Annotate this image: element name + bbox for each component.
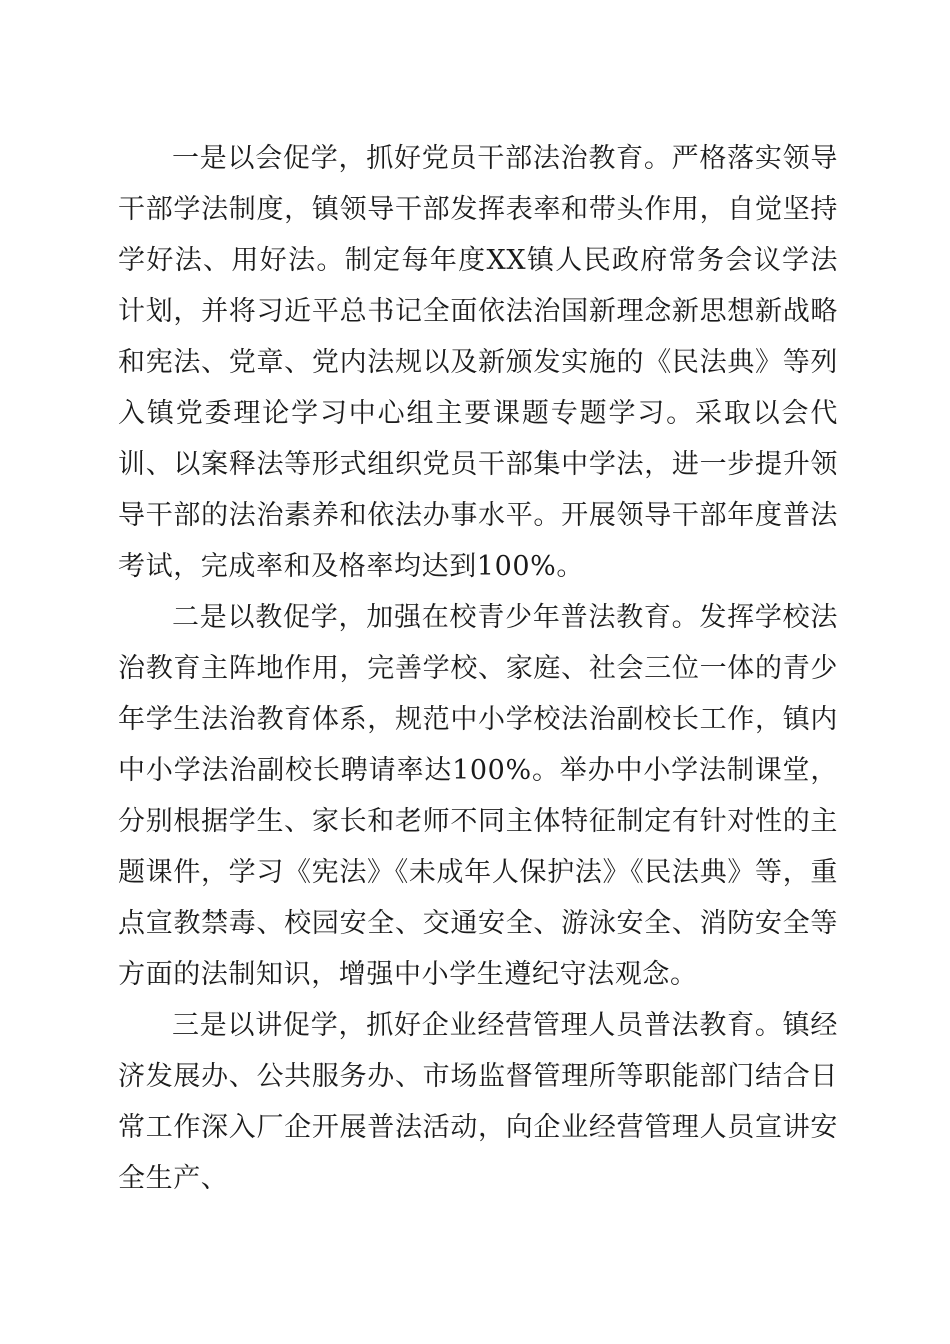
paragraph-3: 三是以讲促学，抓好企业经营管理人员普法教育。镇经济发展办、公共服务办、市场监督管理所等职能部门结合日常工作深入厂企开展普法活动，向企业经营管理人员宣讲安全生产、	[118, 1010, 838, 1194]
paragraph-2: 二是以教促学，加强在校青少年普法教育。发挥学校法治教育主阵地作用，完善学校、家庭、社会三位一体的青少年学生法治教育体系，规范中小学校法治副校长工作，镇内中小学法治副校长聘请率达100%。举办中小学法制课堂，分别根据学生、家长和老师不同主体特征制定有针对性的主题课件，学习《宪法》《未成年人保护法》《民法典》等，重点宣教禁毒、校园安全、交通安全、游泳安全、消防安全等方面的法制知识，增强中小学生遵纪守法观念。	[118, 602, 838, 990]
document-body	[118, 133, 838, 1204]
paragraph-1: 一是以会促学，抓好党员干部法治教育。严格落实领导干部学法制度，镇领导干部发挥表率和带头作用，自觉坚持学好法、用好法。制定每年度XX镇人民政府常务会议学法计划，并将习近平总书记全面依法治国新理念新思想新战略和宪法、党章、党内法规以及新颁发实施的《民法典》等列入镇党委理论学习中心组主要课题专题学习。采取以会代训、以案释法等形式组织党员干部集中学法，进一步提升领导干部的法治素养和依法办事水平。开展领导干部年度普法考试，完成率和及格率均达到100%。	[118, 143, 838, 582]
